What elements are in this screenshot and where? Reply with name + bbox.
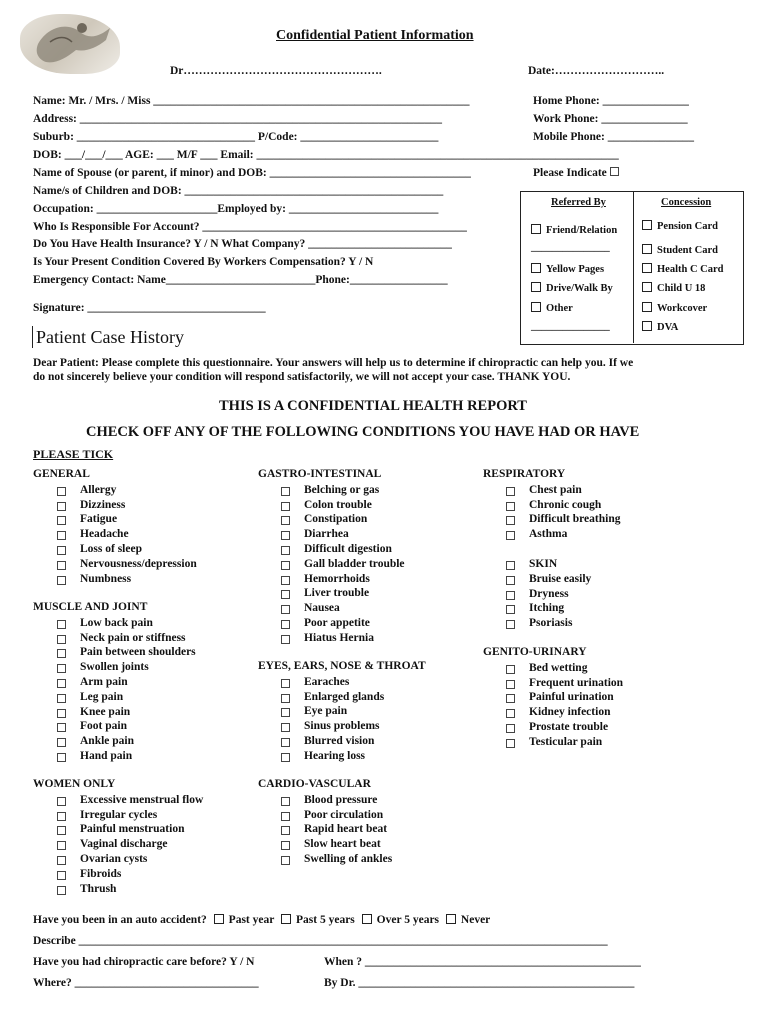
checkbox-icon[interactable] — [362, 914, 372, 924]
concession-pension[interactable]: Pension Card — [642, 220, 718, 232]
condition-label: Itching — [529, 602, 565, 615]
chiro-question[interactable]: Have you had chiropractic care before? Y / N — [33, 956, 255, 968]
name-field[interactable]: Name: Mr. / Mrs. / Miss _______________________________________________________ — [33, 95, 470, 107]
intro-text-cont: do not sincerely believe your condition will respond satisfactorily, we will not accept your case. THANK YOU. — [33, 371, 571, 383]
condition-label: Bed wetting — [529, 661, 588, 674]
occupation-field[interactable]: Occupation: _____________________Employed by: __________________________ — [33, 203, 439, 215]
condition-label: Chest pain — [529, 483, 582, 496]
condition-label: Rapid heart beat — [304, 823, 388, 836]
condition-label: Kidney infection — [529, 706, 611, 719]
signature-field[interactable]: Signature: _______________________________ — [33, 302, 266, 314]
condition-label: Frequent urination — [529, 676, 624, 689]
checkbox-icon[interactable] — [57, 649, 66, 658]
condition-label: Diarrhea — [304, 528, 349, 541]
mobile-phone-field[interactable]: Mobile Phone: _______________ — [533, 131, 694, 143]
referred-yellow-pages[interactable]: Yellow Pages — [531, 263, 604, 275]
checkbox-icon[interactable] — [642, 220, 652, 230]
checkbox-icon[interactable] — [57, 620, 66, 629]
checkbox-icon[interactable] — [281, 914, 291, 924]
eent-title: EYES, EARS, NOSE & THROAT — [258, 660, 426, 672]
checkbox-icon[interactable] — [57, 723, 66, 732]
checkbox-icon[interactable] — [531, 263, 541, 273]
checkbox-icon[interactable] — [281, 679, 290, 688]
genito-title: GENITO-URINARY — [483, 646, 587, 658]
checkbox-icon[interactable] — [214, 914, 224, 924]
condition-label: Bruise easily — [529, 572, 592, 585]
checkbox-icon[interactable] — [57, 664, 66, 673]
checkbox-icon[interactable] — [642, 302, 652, 312]
referred-blank-line[interactable]: _______________ — [531, 242, 610, 253]
condition-label: Testicular pain — [529, 735, 603, 748]
condition-label: Hearing loss — [304, 749, 366, 762]
condition-label: Fatigue — [80, 513, 118, 526]
checkbox-icon[interactable] — [506, 680, 515, 689]
please-indicate-label: Please Indicate — [533, 167, 619, 179]
checkbox-icon[interactable] — [57, 531, 66, 540]
condition-label: Nausea — [304, 602, 340, 615]
condition-label: Asthma — [529, 528, 568, 541]
condition-label: Blurred vision — [304, 735, 375, 747]
referred-other-line[interactable]: _______________ — [531, 321, 610, 332]
responsible-field[interactable]: Who Is Responsible For Account? ______________________________________________ — [33, 221, 467, 233]
checkbox-icon[interactable] — [506, 605, 515, 614]
condition-label: Enlarged glands — [304, 690, 385, 703]
checkbox-icon[interactable] — [281, 812, 290, 821]
checkbox-icon[interactable] — [57, 576, 66, 585]
condition-label: Numbness — [80, 572, 132, 585]
checkbox-icon[interactable] — [57, 812, 66, 821]
checkbox-icon[interactable] — [57, 546, 66, 555]
accident-opt-never[interactable]: Never — [446, 914, 490, 926]
spouse-field[interactable]: Name of Spouse (or parent, if minor) and DOB: ___________________________________ — [33, 167, 471, 179]
condition-label: Nervousness/depression — [80, 557, 197, 570]
checkbox-icon[interactable] — [57, 886, 66, 895]
concession-workcover[interactable]: Workcover — [642, 302, 707, 314]
condition-label: Arm pain — [80, 676, 128, 688]
condition-label: Slow heart beat — [304, 838, 381, 851]
concession-student[interactable]: Student Card — [642, 244, 718, 256]
referred-drive-walk[interactable]: Drive/Walk By — [531, 282, 613, 294]
checkbox-icon[interactable] — [57, 753, 66, 762]
checkbox-icon[interactable] — [506, 487, 515, 496]
form-title: Confidential Patient Information — [276, 28, 474, 43]
case-history-title: Patient Case History — [36, 327, 184, 347]
condition-label: Painful menstruation — [80, 823, 185, 836]
condition-label: Irregular cycles — [80, 808, 158, 821]
checkbox-icon[interactable] — [281, 561, 290, 570]
checkbox-icon[interactable] — [506, 561, 515, 570]
condition-label: Ovarian cysts — [80, 853, 148, 865]
checkbox-icon[interactable] — [57, 516, 66, 525]
muscle-title: MUSCLE AND JOINT — [33, 601, 148, 613]
condition-label: Swollen joints — [80, 661, 149, 674]
checkbox-icon[interactable] — [506, 620, 515, 629]
by-dr-field[interactable]: By Dr. ________________________________________________ — [324, 977, 635, 989]
condition-label: Ankle pain — [80, 735, 135, 748]
condition-label: Liver trouble — [304, 587, 370, 600]
checkbox-icon[interactable] — [57, 487, 66, 496]
condition-label: Difficult breathing — [529, 513, 621, 526]
checkbox-icon[interactable] — [281, 502, 290, 511]
checkbox-icon[interactable] — [57, 679, 66, 688]
accident-opt-past-year[interactable]: Past year — [214, 914, 274, 926]
checkbox-icon[interactable] — [281, 487, 290, 496]
accident-opt-past-5[interactable]: Past 5 years — [281, 914, 355, 926]
checkbox-icon[interactable] — [642, 282, 652, 292]
workers-comp-field[interactable]: Is Your Present Condition Covered By Workers Compensation? Y / N — [33, 256, 374, 268]
checkbox-icon[interactable] — [506, 694, 515, 703]
condition-label: Knee pain — [80, 705, 131, 718]
condition-label: Colon trouble — [304, 498, 372, 511]
condition-label: Eye pain — [304, 705, 348, 718]
address-field[interactable]: Address: _______________________________________________________________ — [33, 113, 443, 125]
condition-label: Earaches — [304, 675, 350, 688]
condition-label: Neck pain or stiffness — [80, 631, 186, 644]
checkbox-icon[interactable] — [642, 321, 652, 331]
condition-label: Hiatus Hernia — [304, 631, 374, 644]
condition-label: Loss of sleep — [80, 543, 142, 555]
checkbox-icon[interactable] — [57, 826, 66, 835]
condition-label: Hemorrhoids — [304, 572, 370, 585]
confidential-heading: THIS IS A CONFIDENTIAL HEALTH REPORT — [219, 398, 527, 414]
referred-other[interactable]: Other — [531, 302, 573, 314]
respiratory-title: RESPIRATORY — [483, 468, 566, 480]
checkbox-icon[interactable] — [281, 531, 290, 540]
checkbox-icon[interactable] — [531, 224, 541, 234]
checkbox-icon[interactable] — [57, 635, 66, 644]
describe-field[interactable]: Describe ____________________________________________________________________________________________ — [33, 935, 608, 947]
work-phone-field[interactable]: Work Phone: _______________ — [533, 113, 688, 125]
checkbox-icon[interactable] — [57, 841, 66, 850]
general-title: GENERAL — [33, 468, 90, 480]
condition-label: Swelling of ankles — [304, 853, 393, 865]
checkbox-icon[interactable] — [281, 635, 290, 644]
box-divider — [633, 191, 634, 343]
condition-label: Leg pain — [80, 690, 124, 703]
checkbox-icon[interactable] — [57, 709, 66, 718]
referred-by-header: Referred By — [551, 197, 606, 208]
condition-label: Excessive menstrual flow — [80, 793, 204, 806]
checkbox-icon[interactable] — [281, 723, 290, 732]
anatomy-figure-icon — [20, 14, 120, 74]
condition-label: Dizziness — [80, 498, 126, 511]
checkbox-icon[interactable] — [506, 576, 515, 585]
checkbox-icon[interactable] — [506, 502, 515, 511]
concession-dva[interactable]: DVA — [642, 321, 678, 333]
please-tick-label: PLEASE TICK — [33, 447, 114, 461]
checkbox-icon[interactable] — [57, 502, 66, 511]
condition-label: Poor appetite — [304, 617, 370, 629]
condition-label: Thrush — [80, 882, 117, 895]
children-field[interactable]: Name/s of Children and DOB: _____________________________________________ — [33, 185, 444, 197]
skin-title: SKIN — [529, 558, 558, 570]
condition-label: Chronic cough — [529, 498, 602, 511]
checkbox-icon[interactable] — [57, 871, 66, 880]
checkbox-icon[interactable] — [531, 282, 541, 292]
checkbox-icon[interactable] — [506, 724, 515, 733]
gastro-title: GASTRO-INTESTINAL — [258, 468, 382, 480]
condition-label: Foot pain — [80, 720, 127, 733]
checkbox-icon[interactable] — [642, 244, 652, 254]
checkbox-icon[interactable] — [281, 753, 290, 762]
checkbox-icon[interactable] — [57, 856, 66, 865]
checkbox-icon[interactable] — [281, 620, 290, 629]
condition-label: Fibroids — [80, 867, 122, 880]
concession-health-card[interactable]: Health C Card — [642, 263, 724, 275]
home-phone-field[interactable]: Home Phone: _______________ — [533, 95, 689, 107]
suburb-field[interactable]: Suburb: _______________________________ P/Code: ________________________ — [33, 131, 439, 143]
referred-friend[interactable]: Friend/Relation — [531, 224, 617, 236]
checkbox-icon[interactable] — [281, 694, 290, 703]
checkbox-icon[interactable] — [531, 302, 541, 312]
dob-field[interactable]: DOB: ___/___/___ AGE: ___ M/F ___ Email: _______________________________________________________________ — [33, 149, 619, 161]
condition-label: Hand pain — [80, 750, 133, 762]
checkbox-icon[interactable] — [281, 856, 290, 865]
where-field[interactable]: Where? ________________________________ — [33, 977, 259, 989]
checkbox-icon[interactable] — [57, 561, 66, 570]
checkbox-icon[interactable] — [506, 665, 515, 674]
condition-label: Psoriasis — [529, 617, 573, 630]
condition-label: Painful urination — [529, 691, 614, 704]
accident-opt-over-5[interactable]: Over 5 years — [362, 914, 439, 926]
condition-label: Blood pressure — [304, 793, 378, 806]
intro-text: Dear Patient: Please complete this questionnaire. Your answers will help us to determine if chiropractic can help you. If we — [33, 357, 634, 369]
condition-label: Headache — [80, 528, 129, 541]
condition-label: Gall bladder trouble — [304, 557, 405, 570]
checkbox-icon[interactable] — [446, 914, 456, 924]
condition-label: Vaginal discharge — [80, 838, 168, 851]
women-title: WOMEN ONLY — [33, 778, 116, 790]
condition-label: Dryness — [529, 587, 569, 600]
cardio-title: CARDIO-VASCULAR — [258, 778, 371, 790]
checkbox-icon[interactable] — [506, 531, 515, 540]
condition-label: Pain between shoulders — [80, 646, 196, 659]
checkbox-icon[interactable] — [281, 605, 290, 614]
checkbox-icon[interactable] — [610, 167, 619, 176]
checkbox-icon[interactable] — [281, 841, 290, 850]
condition-label: Poor circulation — [304, 808, 384, 821]
concession-header: Concession — [661, 197, 712, 208]
clinic-logo — [20, 14, 120, 74]
condition-label: Allergy — [80, 483, 117, 496]
doctor-field[interactable]: Dr……………………………………………. — [170, 65, 382, 77]
checkbox-icon[interactable] — [506, 709, 515, 718]
checkbox-icon[interactable] — [281, 516, 290, 525]
checkbox-icon[interactable] — [506, 591, 515, 600]
checkbox-icon[interactable] — [281, 708, 290, 717]
checkbox-icon[interactable] — [281, 576, 290, 585]
condition-label: Prostate trouble — [529, 721, 609, 733]
checkbox-icon[interactable] — [281, 826, 290, 835]
check-heading: CHECK OFF ANY OF THE FOLLOWING CONDITIONS YOU HAVE HAD OR HAVE — [86, 424, 640, 440]
checkbox-icon[interactable] — [506, 739, 515, 748]
concession-child[interactable]: Child U 18 — [642, 282, 705, 294]
checkbox-icon[interactable] — [57, 738, 66, 747]
section-marker — [32, 326, 33, 348]
insurance-field[interactable]: Do You Have Health Insurance? Y / N What Company? _________________________ — [33, 238, 452, 250]
checkbox-icon[interactable] — [281, 590, 290, 599]
condition-label: Sinus problems — [304, 720, 380, 733]
checkbox-icon[interactable] — [506, 516, 515, 525]
when-field[interactable]: When ? ________________________________________________ — [324, 956, 641, 968]
checkbox-icon[interactable] — [281, 797, 290, 806]
checkbox-icon[interactable] — [57, 694, 66, 703]
checkbox-icon[interactable] — [281, 738, 290, 747]
condition-label: Belching or gas — [304, 483, 380, 496]
checkbox-icon[interactable] — [57, 797, 66, 806]
date-field[interactable]: Date:……………………….. — [528, 65, 665, 77]
checkbox-icon[interactable] — [281, 546, 290, 555]
condition-label: Low back pain — [80, 616, 153, 629]
condition-label: Difficult digestion — [304, 543, 392, 555]
accident-question: Have you been in an auto accident? Past year Past 5 years Over 5 years Never — [33, 914, 491, 926]
condition-label: Constipation — [304, 513, 368, 526]
checkbox-icon[interactable] — [642, 263, 652, 273]
emergency-contact-field[interactable]: Emergency Contact: Name__________________________Phone:_________________ — [33, 274, 448, 286]
